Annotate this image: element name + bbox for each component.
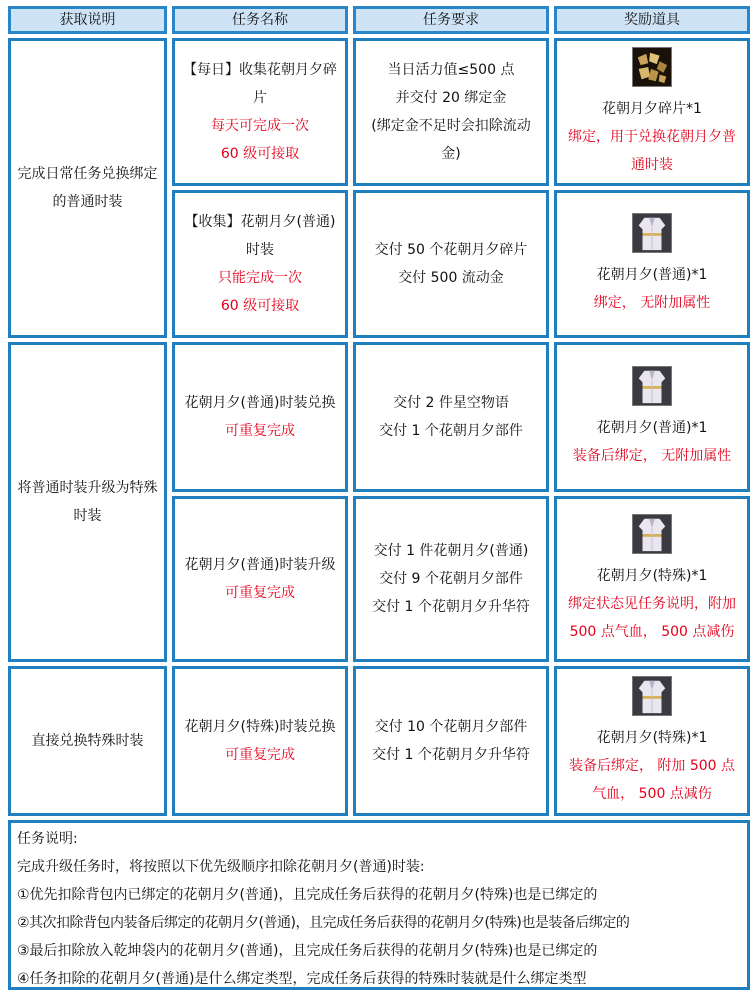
requirement-line: 交付 1 个花朝月夕升华符 <box>372 747 530 763</box>
reward-name: 花朝月夕碎片*1 <box>602 101 702 117</box>
requirement-line: (绑定金不足时会扣除流动金) <box>371 118 531 162</box>
requirement-line: 交付 1 个花朝月夕升华符 <box>372 599 530 615</box>
task-requirements-cell <box>353 496 549 662</box>
task-name: 【收集】花朝月夕(普通)时装 <box>184 214 336 258</box>
task-note: 可重复完成 <box>225 423 295 439</box>
task-note: 可重复完成 <box>225 585 295 601</box>
task-name-cell <box>172 666 348 816</box>
task-requirements-cell <box>353 190 549 338</box>
costume-icon <box>632 213 672 253</box>
task-name: 花朝月夕(普通)时装升级 <box>184 557 336 573</box>
header-label: 奖励道具 <box>624 12 680 28</box>
task-name-cell <box>172 342 348 492</box>
group-desc-text: 完成日常任务兑换绑定的普通时装 <box>17 166 158 210</box>
task-note: 每天可完成一次 <box>211 118 309 134</box>
task-note: 只能完成一次 <box>218 270 302 286</box>
reward-cell <box>554 666 750 816</box>
reward-cell <box>554 38 750 186</box>
notes-line: ③最后扣除放入乾坤袋内的花朝月夕(普通)，且完成任务后获得的花朝月夕(特殊)也是已绑定的 <box>17 943 598 959</box>
requirement-line: 交付 2 件星空物语 <box>393 395 509 411</box>
reward-name: 花朝月夕(特殊)*1 <box>596 730 708 746</box>
reward-cell <box>554 190 750 338</box>
requirement-line: 交付 50 个花朝月夕碎片 <box>374 242 528 258</box>
reward-cell <box>554 496 750 662</box>
group-desc-upgrade <box>8 342 167 662</box>
costume-icon <box>632 514 672 554</box>
notes-line: ④任务扣除的花朝月夕(普通)是什么绑定类型，完成任务后获得的特殊时装就是什么绑定类型 <box>17 971 587 987</box>
group-desc-text: 将普通时装升级为特殊时装 <box>17 480 158 524</box>
group-desc-daily <box>8 38 167 338</box>
requirement-line: 交付 10 个花朝月夕部件 <box>374 719 528 735</box>
task-note: 可重复完成 <box>225 747 295 763</box>
notes-line: ②其次扣除背包内装备后绑定的花朝月夕(普通)，且完成任务后获得的花朝月夕(特殊)也是装备后绑定的 <box>17 915 630 931</box>
reward-name: 花朝月夕(普通)*1 <box>596 420 708 436</box>
task-name: 花朝月夕(普通)时装兑换 <box>184 395 336 411</box>
task-requirements-cell <box>353 666 549 816</box>
notes-line: 完成升级任务时，将按照以下优先级顺序扣除花朝月夕(普通)时装: <box>17 859 425 875</box>
header-task-requirements <box>353 6 549 34</box>
task-name-cell <box>172 496 348 662</box>
header-label: 获取说明 <box>59 12 116 28</box>
reward-name: 花朝月夕(普通)*1 <box>596 267 708 283</box>
reward-note: 装备后绑定， 附加 500 点气血， 500 点减伤 <box>568 758 736 802</box>
requirement-line: 当日活力值≤500 点 <box>387 62 515 78</box>
costume-icon <box>632 366 672 406</box>
task-note: 60 级可接取 <box>220 146 300 162</box>
notes-line: ①优先扣除背包内已绑定的花朝月夕(普通)，且完成任务后获得的花朝月夕(特殊)也是已绑定的 <box>17 887 598 903</box>
requirement-line: 交付 9 个花朝月夕部件 <box>379 571 523 587</box>
reward-name: 花朝月夕(特殊)*1 <box>596 568 708 584</box>
task-requirements-cell <box>353 38 549 186</box>
reward-cell <box>554 342 750 492</box>
task-note: 60 级可接取 <box>220 298 300 314</box>
requirement-line: 交付 1 个花朝月夕部件 <box>379 423 523 439</box>
header-task-name <box>172 6 348 34</box>
group-desc-text: 直接兑换特殊时装 <box>31 733 144 749</box>
task-name: 花朝月夕(特殊)时装兑换 <box>184 719 336 735</box>
reward-note: 绑定， 无附加属性 <box>593 295 711 311</box>
group-desc-direct <box>8 666 167 816</box>
reward-note: 绑定，用于兑换花朝月夕普通时装 <box>568 129 736 173</box>
requirement-line: 交付 1 件花朝月夕(普通) <box>373 543 529 559</box>
header-label: 任务要求 <box>423 12 479 28</box>
header-acquire-desc <box>8 6 167 34</box>
requirement-line: 并交付 20 绑定金 <box>395 90 507 106</box>
task-requirements-cell <box>353 342 549 492</box>
reward-note: 绑定状态见任务说明，附加 500 点气血， 500 点减伤 <box>568 596 736 640</box>
requirement-line: 交付 500 流动金 <box>398 270 504 286</box>
task-name-cell <box>172 190 348 338</box>
task-name-cell <box>172 38 348 186</box>
reward-note: 装备后绑定， 无附加属性 <box>572 448 732 464</box>
header-label: 任务名称 <box>232 12 288 28</box>
fragment-icon <box>632 47 672 87</box>
task-notes <box>8 820 750 990</box>
costume-icon <box>632 676 672 716</box>
notes-title: 任务说明: <box>17 831 78 847</box>
header-reward-items <box>554 6 750 34</box>
task-name: 【每日】收集花朝月夕碎片 <box>183 62 337 106</box>
